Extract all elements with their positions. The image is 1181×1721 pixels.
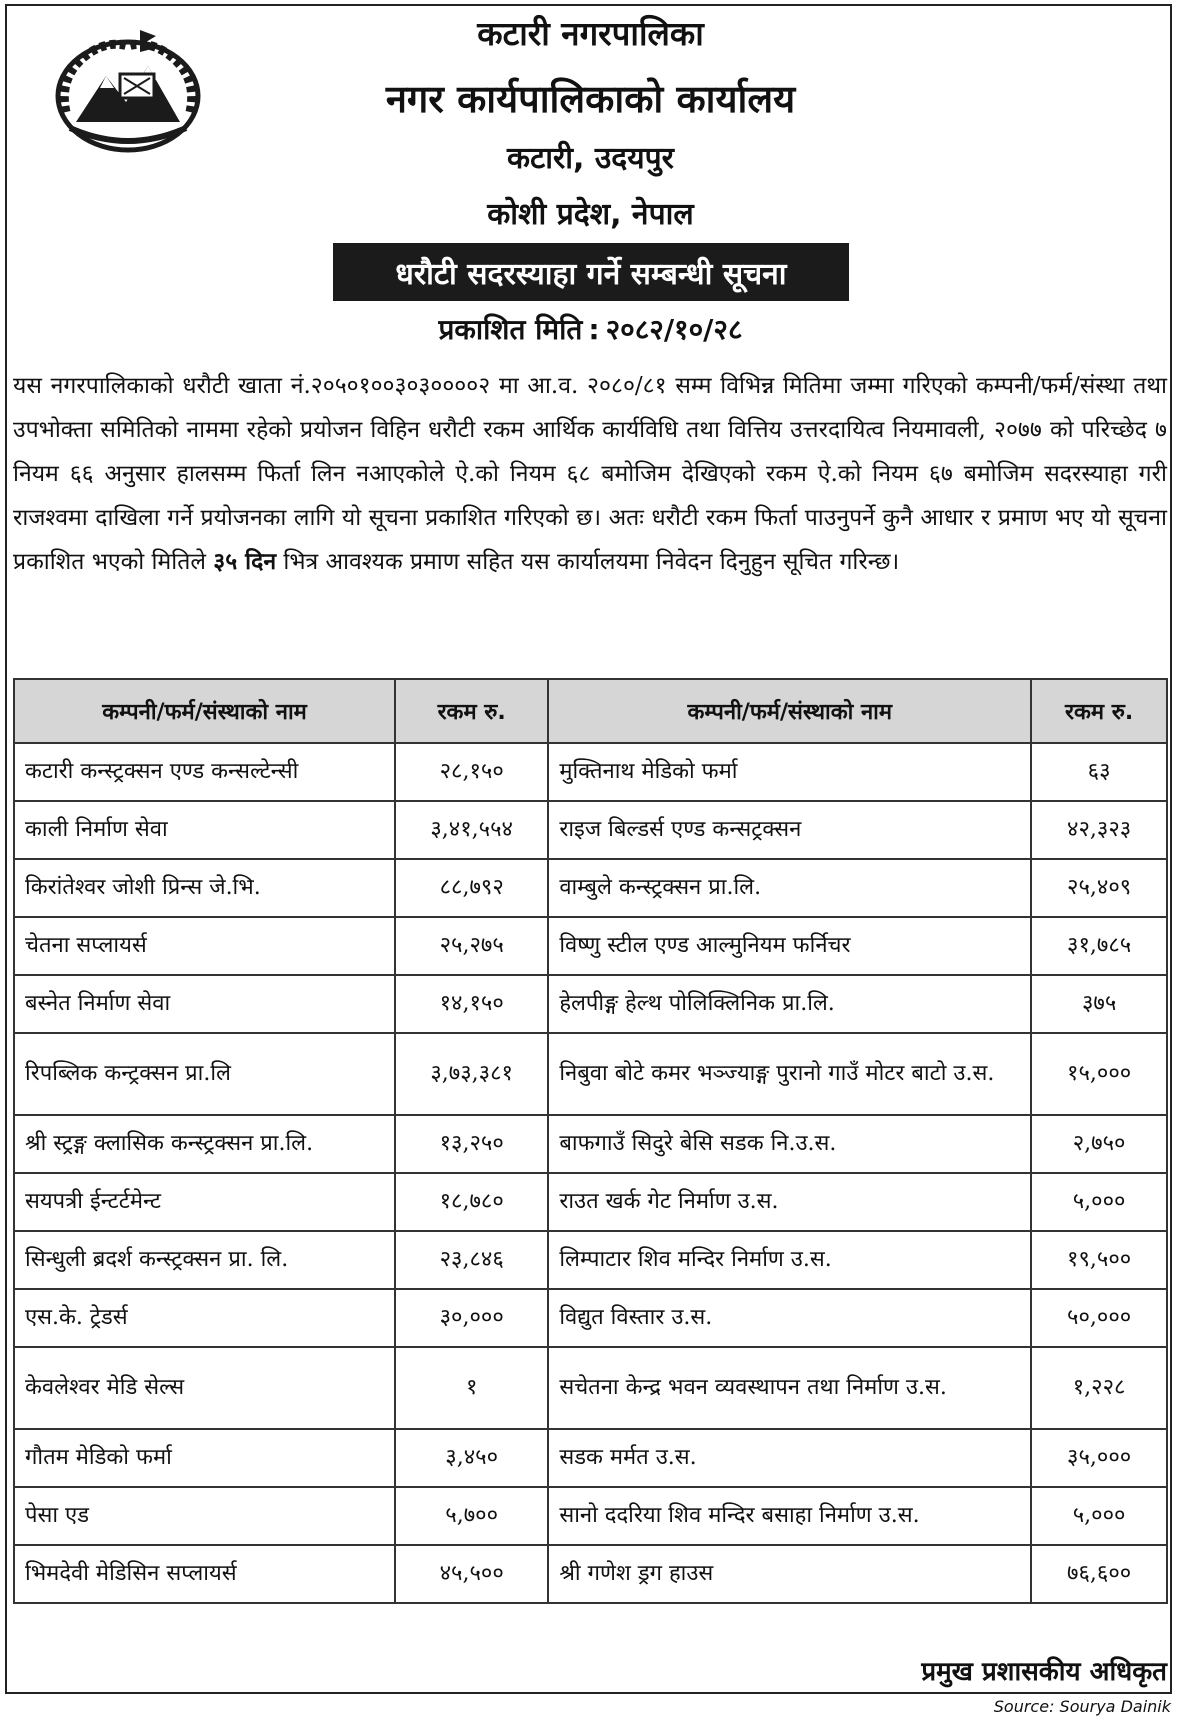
- amount-cell-right: ६३: [1031, 743, 1167, 801]
- source-credit: Source: Sourya Dainik: [993, 1697, 1171, 1716]
- table-row: [14, 1115, 1167, 1173]
- table-row: [14, 743, 1167, 801]
- signatory-title: प्रमुख प्रशासकीय अधिकृत: [921, 1657, 1167, 1687]
- name-cell-right: बाफगाउँ सिदुरे बेसि सडक नि.उ.स.: [548, 1115, 1031, 1173]
- amount-cell-right: १५,०००: [1031, 1033, 1167, 1115]
- table-header-row: [14, 679, 1167, 743]
- amount-cell-left: १३,२५०: [395, 1115, 548, 1173]
- publish-date-label: प्रकाशित मिति: [438, 313, 583, 346]
- notice-body: [13, 364, 1167, 584]
- name-cell-right: सानो ददरिया शिव मन्दिर बसाहा निर्माण उ.स.: [548, 1487, 1031, 1545]
- office-location: कटारी, उदयपुर: [507, 141, 674, 176]
- amount-cell-left: २५,२७५: [395, 917, 548, 975]
- amount-cell-left: १: [395, 1347, 548, 1429]
- amount-cell-right: ५,०००: [1031, 1487, 1167, 1545]
- publish-date: प्रकाशित मिति : २०८२/१०/२८: [438, 313, 743, 346]
- column-header-name-right: कम्पनी/फर्म/संस्थाको नाम: [548, 679, 1031, 743]
- name-cell-right: राइज बिल्डर्स एण्ड कन्सट्रक्सन: [548, 801, 1031, 859]
- name-cell-right: राउत खर्क गेट निर्माण उ.स.: [548, 1173, 1031, 1231]
- amount-cell-right: ३७५: [1031, 975, 1167, 1033]
- notice-body-part2: भित्र आवश्यक प्रमाण सहित यस कार्यालयमा निवेदन दिनुहुन सूचित गरिन्छ।: [283, 549, 900, 575]
- table-row: [14, 1487, 1167, 1545]
- amount-cell-left: ३,४१,५५४: [395, 801, 548, 859]
- amount-cell-left: ४५,५००: [395, 1545, 548, 1603]
- name-cell-right: सचेतना केन्द्र भवन व्यवस्थापन तथा निर्माण उ.स.: [548, 1347, 1031, 1429]
- table-row: [14, 859, 1167, 917]
- name-cell-left: भिमदेवी मेडिसिन सप्लायर्स: [14, 1545, 395, 1603]
- notice-title: धरौटी सदरस्याहा गर्ने सम्बन्धी सूचना: [333, 243, 849, 301]
- name-cell-right: निबुवा बोटे कमर भञ्ज्याङ्ग पुरानो गाउँ मोटर बाटो उ.स.: [548, 1033, 1031, 1115]
- amount-cell-left: ८८,७९२: [395, 859, 548, 917]
- name-cell-left: गौतम मेडिको फर्मा: [14, 1429, 395, 1487]
- amount-cell-right: ५०,०००: [1031, 1289, 1167, 1347]
- amount-cell-right: ५,०००: [1031, 1173, 1167, 1231]
- notice-body-part1: यस नगरपालिकाको धरौटी खाता नं.२०५०१००३०३००००२ मा आ.व. २०८०/८१ सम्म विभिन्न मितिमा जम्मा गरिएको कम्पनी/फर्म/संस्था तथा उपभोक्ता समितिको नाममा रहेको प्रयोजन विहिन धरौटी रकम आर्थिक कार्यविधि तथा वित्तिय उत्तरदायित्व नियमावली, २०७७ को परिच्छेद ७ नियम ६६ अनुसार हालसम्म फिर्ता लिन नआएकोले ऐ.को नियम ६८ बमोजिम देखिएको रकम ऐ.को नियम ६७ बमोजिम सदरस्याहा गरी राजश्वमा दाखिला गर्ने प्रयोजनका लागि यो सूचना प्रकाशित गरिएको छ। अतः धरौटी रकम फिर्ता पाउनुपर्ने कुनै आधार र प्रमाण भए यो सूचना प्रकाशित भएको मितिले: [13, 373, 1167, 575]
- name-cell-left: कटारी कन्स्ट्रक्सन एण्ड कन्सल्टेन्सी: [14, 743, 395, 801]
- table-row: [14, 1347, 1167, 1429]
- table-row: [14, 1033, 1167, 1115]
- column-header-name-left: कम्पनी/फर्म/संस्थाको नाम: [14, 679, 395, 743]
- province-country: कोशी प्रदेश, नेपाल: [487, 197, 694, 232]
- table-row: [14, 975, 1167, 1033]
- name-cell-left: काली निर्माण सेवा: [14, 801, 395, 859]
- name-cell-left: एस.के. ट्रेडर्स: [14, 1289, 395, 1347]
- table-row: [14, 801, 1167, 859]
- amount-cell-right: १९,५००: [1031, 1231, 1167, 1289]
- table-row: [14, 1173, 1167, 1231]
- table-row: [14, 917, 1167, 975]
- name-cell-left: सिन्धुली ब्रदर्श कन्स्ट्रक्सन प्रा. लि.: [14, 1231, 395, 1289]
- table-row: [14, 1289, 1167, 1347]
- notice-deadline: ३५ दिन: [213, 549, 277, 575]
- amount-cell-right: ७६,६००: [1031, 1545, 1167, 1603]
- name-cell-left: सयपत्री ईन्टर्टमेन्ट: [14, 1173, 395, 1231]
- amount-cell-right: ४२,३२३: [1031, 801, 1167, 859]
- amount-cell-left: ३,७३,३८१: [395, 1033, 548, 1115]
- name-cell-left: केवलेश्वर मेडि सेल्स: [14, 1347, 395, 1429]
- name-cell-left: चेतना सप्लायर्स: [14, 917, 395, 975]
- name-cell-right: हेलपीङ्ग हेल्थ पोलिक्लिनिक प्रा.लि.: [548, 975, 1031, 1033]
- amount-cell-left: ५,७००: [395, 1487, 548, 1545]
- amount-cell-right: २,७५०: [1031, 1115, 1167, 1173]
- amount-cell-left: २३,८४६: [395, 1231, 548, 1289]
- name-cell-right: सडक मर्मत उ.स.: [548, 1429, 1031, 1487]
- office-name: नगर कार्यपालिकाको कार्यालय: [385, 77, 796, 121]
- amount-cell-left: १४,१५०: [395, 975, 548, 1033]
- amount-cell-left: ३,४५०: [395, 1429, 548, 1487]
- name-cell-right: मुक्तिनाथ मेडिको फर्मा: [548, 743, 1031, 801]
- amount-cell-right: ३१,७८५: [1031, 917, 1167, 975]
- name-cell-left: किरांतेश्वर जोशी प्रिन्स जे.भि.: [14, 859, 395, 917]
- amount-cell-right: ३५,०००: [1031, 1429, 1167, 1487]
- table-row: [14, 1429, 1167, 1487]
- name-cell-left: श्री स्ट्रङ्ग क्लासिक कन्स्ट्रक्सन प्रा.लि.: [14, 1115, 395, 1173]
- name-cell-left: बस्नेत निर्माण सेवा: [14, 975, 395, 1033]
- name-cell-right: लिम्पाटार शिव मन्दिर निर्माण उ.स.: [548, 1231, 1031, 1289]
- name-cell-right: विद्युत विस्तार उ.स.: [548, 1289, 1031, 1347]
- column-header-amount-left: रकम रु.: [395, 679, 548, 743]
- name-cell-left: रिपब्लिक कन्ट्रक्सन प्रा.लि: [14, 1033, 395, 1115]
- municipality-name: कटारी नगरपालिका: [477, 14, 704, 53]
- name-cell-right: विष्णु स्टील एण्ड आल्मुनियम फर्निचर: [548, 917, 1031, 975]
- amount-cell-left: १८,७८०: [395, 1173, 548, 1231]
- amount-cell-left: २८,१५०: [395, 743, 548, 801]
- column-header-amount-right: रकम रु.: [1031, 679, 1167, 743]
- amount-cell-left: ३०,०००: [395, 1289, 548, 1347]
- name-cell-right: श्री गणेश ड्रग हाउस: [548, 1545, 1031, 1603]
- deposit-table: [13, 678, 1168, 1604]
- amount-cell-right: १,२२८: [1031, 1347, 1167, 1429]
- table-row: [14, 1231, 1167, 1289]
- amount-cell-right: २५,४०९: [1031, 859, 1167, 917]
- name-cell-left: पेसा एड: [14, 1487, 395, 1545]
- name-cell-right: वाम्बुले कन्स्ट्रक्सन प्रा.लि.: [548, 859, 1031, 917]
- table-row: [14, 1545, 1167, 1603]
- publish-date-value: २०८२/१०/२८: [605, 313, 743, 346]
